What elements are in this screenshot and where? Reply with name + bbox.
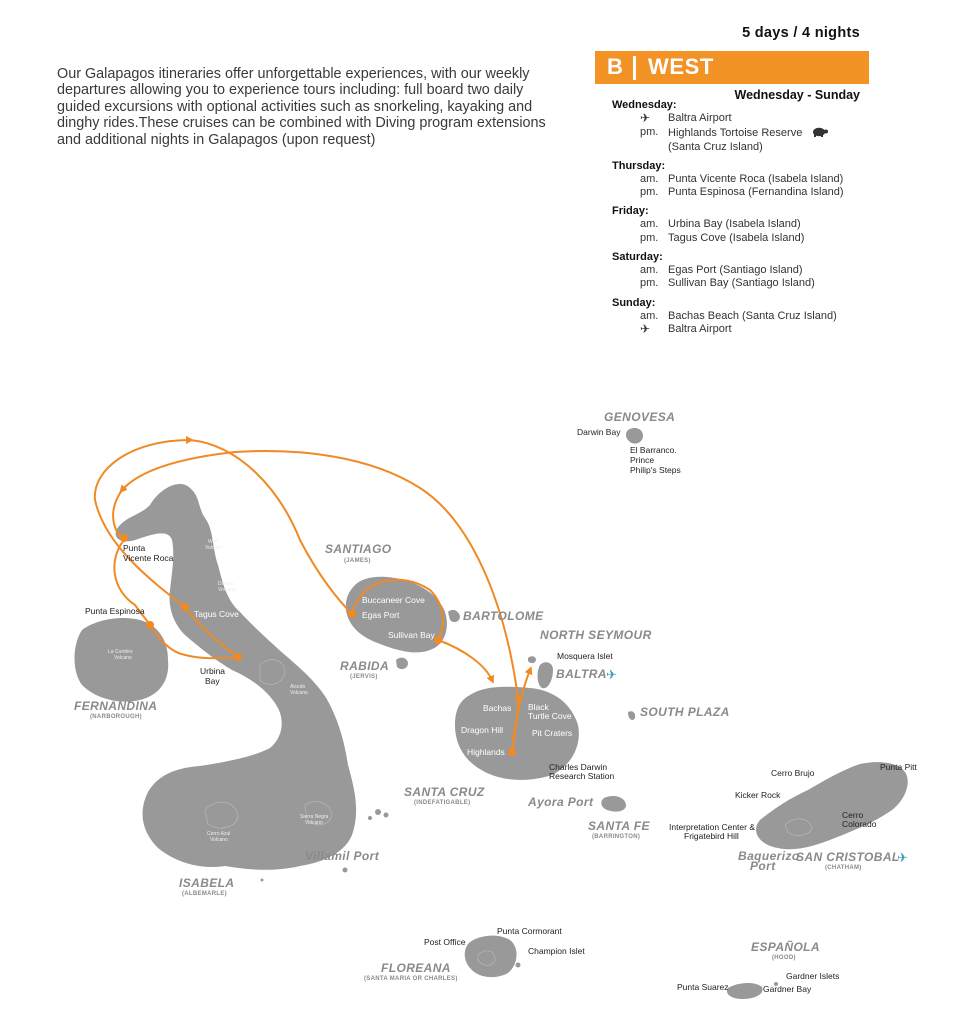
airplane-icon: ✈: [606, 667, 617, 682]
site-label: Tagus Cove: [194, 609, 239, 619]
island-name: SANTA CRUZ: [404, 785, 485, 799]
site-label: Pit Craters: [532, 728, 573, 738]
site-label: Punta Pitt: [880, 762, 917, 772]
island-alt-name: (INDEFATIGABLE): [414, 800, 471, 806]
site-label: Punta Cormorant: [497, 926, 562, 936]
site-label: Research Station: [549, 771, 615, 781]
genovesa-island-shape: [626, 428, 643, 444]
volcano-label: La Cumbre: [108, 649, 133, 655]
site-label: El Barranco.: [630, 445, 677, 455]
day-range: Wednesday - Sunday: [734, 88, 860, 102]
day-label: Thursday:: [612, 159, 666, 172]
volcano-label: Volcano: [205, 545, 223, 551]
santa-fe-island-shape: [601, 796, 626, 812]
site-label: Punta Espinosa: [85, 606, 145, 616]
stop-marker: [515, 695, 521, 701]
list-item: pm. Sullivan Bay (Santiago Island): [640, 277, 815, 290]
rabida-island-shape: [396, 658, 408, 669]
site-label: Champion Islet: [528, 946, 585, 956]
site-label: Urbina: [200, 666, 226, 676]
site-label: Vicente Roca: [123, 553, 174, 563]
island-name: FLOREANA: [381, 961, 451, 975]
site-label: Punta Suarez: [677, 982, 729, 992]
stop-marker: [146, 621, 154, 629]
island-name: SANTA FE: [588, 819, 650, 833]
site-label: Baquerizo: [738, 849, 800, 863]
day-label: Saturday:: [612, 251, 663, 264]
island-name: SAN CRISTOBAL: [796, 850, 900, 864]
island-alt-name: (CHATHAM): [825, 865, 862, 871]
list-item: pm. Tagus Cove (Isabela Island): [640, 231, 805, 244]
site-label: Mosquera Islet: [557, 651, 613, 661]
island-name: SANTIAGO: [325, 542, 392, 556]
site-label: Frigatebird Hill: [684, 831, 739, 841]
island-alt-name: (JERVIS): [350, 674, 378, 680]
site-label: Colorado: [842, 819, 877, 829]
site-label: Cerro Brujo: [771, 768, 815, 778]
site-label: Cerro: [842, 810, 864, 820]
list-item: am. Bachas Beach (Santa Cruz Island): [640, 309, 837, 322]
airplane-icon: ✈: [640, 111, 651, 125]
site-label: Gardner Bay: [763, 984, 812, 994]
volcano-label: Volcano: [305, 820, 323, 826]
island-name: BALTRA: [556, 667, 607, 681]
airplane-icon: ✈: [897, 850, 908, 865]
volcano-label: Wolf: [208, 539, 218, 545]
stop-marker: [508, 748, 516, 756]
itinerary-name: WEST: [648, 54, 714, 79]
site-label: Interpretation Center &: [669, 822, 755, 832]
site-label: Post Office: [424, 937, 466, 947]
site-label: Kicker Rock: [735, 790, 781, 800]
site-label: Highlands: [467, 747, 505, 757]
site-label: Ayora Port: [528, 795, 594, 809]
list-item: am. Urbina Bay (Isabela Island): [640, 218, 801, 231]
island-alt-name: (SANTA MARIA OR CHARLES): [364, 976, 458, 982]
list-item: am. Egas Port (Santiago Island): [640, 264, 803, 277]
stop-marker: [120, 534, 128, 542]
site-label: Gardner Islets: [786, 971, 840, 981]
island-name: SOUTH PLAZA: [640, 705, 730, 719]
site-label: Darwin Bay: [577, 427, 621, 437]
site-label: Black: [528, 702, 549, 712]
volcano-label: Alcedo: [290, 684, 306, 690]
island-alt-name: (NARBOROUGH): [90, 714, 142, 720]
volcano-label: Volcano: [218, 587, 236, 593]
list-item: pm. Highlands Tortoise Reserve: [612, 126, 872, 140]
volcano-label: Cerro Azul: [207, 831, 231, 837]
volcano-label: Volcano: [114, 655, 132, 661]
island-name: FERNANDINA: [74, 699, 158, 713]
list-item: pm. Punta Espinosa (Fernandina Island): [640, 186, 844, 199]
stop-marker: [181, 603, 189, 611]
site-label: Punta: [123, 543, 146, 553]
site-label: Egas Port: [362, 610, 400, 620]
itinerary-code: B: [607, 54, 623, 79]
intro-text: Our Galapagos itineraries offer unforgettable experiences, with our weekly departures allowing you to experience tours including: full board two daily guided excursions with optional activities such as snorkeling, kayaking and dinghy rides.These cruises can be combined with Diving program extensions and additional nights in Galapagos (upon request): [57, 66, 546, 148]
island-alt-name: (ALBEMARLE): [182, 891, 227, 897]
baltra-island-shape: [538, 662, 553, 688]
stop-marker: [348, 610, 356, 618]
site-label: Philip's Steps: [630, 465, 681, 475]
island-name: BARTOLOME: [463, 609, 544, 623]
island-name: RABIDA: [340, 659, 390, 673]
volcano-label: Volcano: [290, 690, 308, 696]
site-label: Bay: [205, 676, 220, 686]
site-label: Port: [750, 859, 776, 873]
site-label: Turtle Cove: [528, 711, 572, 721]
airplane-icon: ✈: [640, 321, 651, 336]
south-plaza-shape: [628, 711, 635, 720]
island-name: ISABELA: [179, 876, 235, 890]
site-label: Dragon Hill: [461, 725, 504, 735]
day-label: Wednesday:: [612, 99, 677, 111]
day-label: Sunday:: [612, 296, 656, 309]
site-labels: [85, 427, 917, 994]
island-shapes: [75, 428, 908, 999]
island-alt-name: (BARRINGTON): [592, 834, 641, 840]
bartolome-island-shape: [448, 610, 460, 622]
island-name: NORTH SEYMOUR: [540, 628, 652, 642]
site-label: Villamil Port: [305, 849, 380, 863]
site-label: Buccaneer Cove: [362, 595, 425, 605]
list-item: ✈ Baltra Airport: [640, 321, 732, 336]
list-item: ✈ Baltra Airport: [640, 111, 732, 125]
island-alt-name: (HOOD): [772, 955, 796, 961]
list-item: am. Punta Vicente Roca (Isabela Island): [640, 172, 844, 185]
north-seymour-shape: [528, 656, 536, 663]
route-segment: [438, 640, 492, 680]
stop-marker: [234, 653, 242, 661]
floreana-island-shape: [465, 936, 517, 977]
site-label: Charles Darwin: [549, 762, 608, 772]
island-name: GENOVESA: [604, 410, 676, 424]
stop-marker: [434, 636, 442, 644]
day-label: Friday:: [612, 205, 649, 218]
site-label: Sullivan Bay: [388, 630, 435, 640]
island-alt-name: (JAMES): [344, 558, 371, 564]
site-label: Bachas: [483, 703, 512, 713]
island-name: ESPAÑOLA: [751, 940, 820, 954]
volcano-label: Darwin: [218, 581, 234, 587]
site-label: Prince: [630, 455, 655, 465]
volcano-label: Sierra Negra: [300, 814, 329, 820]
espanola-island-shape: [727, 983, 763, 999]
duration-label: 5 days / 4 nights: [742, 25, 860, 41]
volcano-label: Volcano: [210, 837, 228, 843]
list-item: (Santa Cruz Island): [668, 140, 763, 153]
